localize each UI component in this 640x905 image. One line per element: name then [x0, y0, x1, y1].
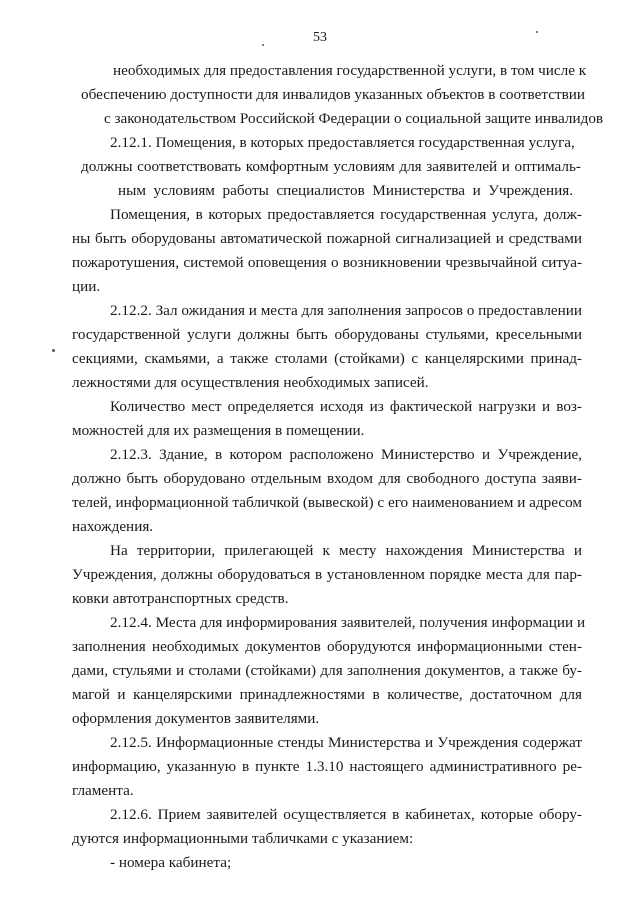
text-line: 2.12.6. Прием заявителей осуществляется в кабинетах, которые обору-: [110, 806, 582, 823]
text-line: дами, стульями и столами (стойками) для заполнения документов, а также бу-: [72, 662, 582, 679]
text-line: 2.12.3. Здание, в котором расположено Министерство и Учреждение,: [110, 446, 582, 463]
text-line: ным условиям работы специалистов Министерства и Учреждения.: [118, 182, 573, 199]
text-line: телей, информационной табличкой (вывеской) с его наименованием и адресом: [72, 494, 582, 511]
text-line: 2.12.1. Помещения, в которых предоставляется государственная услуга,: [110, 134, 575, 151]
text-line: можностей для их размещения в помещении.: [72, 422, 365, 439]
text-line: 2.12.4. Места для информирования заявителей, получения информации и: [110, 614, 586, 631]
text-line: гламента.: [72, 782, 134, 799]
text-line: Учреждения, должны оборудоваться в установленном порядке места для пар-: [72, 566, 582, 583]
text-line: обеспечению доступности для инвалидов указанных объектов в соответствии: [81, 86, 586, 103]
text-line: дуются информационными табличками с указанием:: [72, 830, 414, 847]
text-line: - номера кабинета;: [110, 854, 232, 871]
text-line: государственной услуги должны быть оборудованы стульями, кресельными: [72, 326, 582, 343]
text-line: нахождения.: [72, 518, 154, 535]
text-line: Количество мест определяется исходя из фактической нагрузки и воз-: [110, 398, 582, 415]
text-line: 2.12.5. Информационные стенды Министерства и Учреждения содержат: [110, 734, 582, 751]
text-line: ции.: [72, 278, 101, 295]
text-line: пожаротушения, системой оповещения о возникновении чрезвычайной ситуа-: [72, 254, 582, 271]
text-line: информацию, указанную в пункте 1.3.10 настоящего административного ре-: [72, 758, 582, 775]
scan-speck: [52, 349, 55, 352]
text-line: заполнения необходимых документов оборудуются информационными стен-: [72, 638, 582, 655]
text-line: лежностями для осуществления необходимых записей.: [72, 374, 429, 391]
text-line: 2.12.2. Зал ожидания и места для заполнения запросов о предоставлении: [110, 302, 583, 319]
page-number: 53: [313, 30, 327, 45]
text-line: оформления документов заявителями.: [72, 710, 320, 727]
text-line: На территории, прилегающей к месту нахождения Министерства и: [110, 542, 582, 559]
scan-speck: [536, 31, 538, 33]
text-line: ны быть оборудованы автоматической пожарной сигнализацией и средствами: [72, 230, 582, 247]
text-line: секциями, скамьями, а также столами (стойками) с канцелярскими принад-: [72, 350, 582, 367]
text-line: ковки автотранспортных средств.: [72, 590, 289, 607]
text-line: магой и канцелярскими принадлежностями в количестве, достаточном для: [72, 686, 582, 703]
scan-speck: [262, 44, 264, 46]
text-line: Помещения, в которых предоставляется государственная услуга, долж-: [110, 206, 582, 223]
text-line: необходимых для предоставления государственной услуги, в том числе к: [113, 62, 587, 79]
text-line: должны соответствовать комфортным условиям для заявителей и оптималь-: [81, 158, 581, 175]
text-line: с законодательством Российской Федерации о социальной защите инвалидов: [104, 110, 604, 127]
text-line: должно быть оборудовано отдельным входом для свободного доступа заяви-: [72, 470, 582, 487]
